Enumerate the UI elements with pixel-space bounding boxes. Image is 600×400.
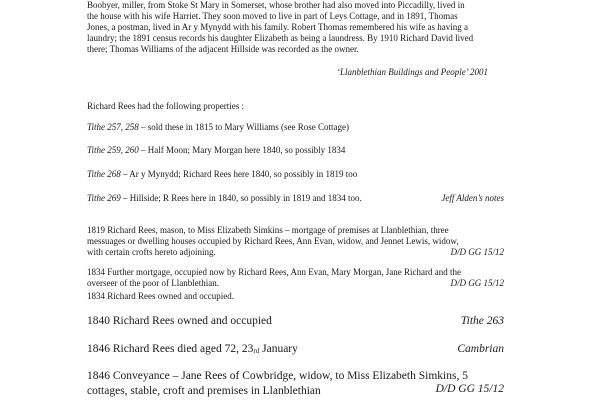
tithe-text: – Hillside; R Rees here in 1840, so possibly in 1819 and 1834 too. <box>120 193 362 203</box>
entry-1834-mortgage <box>87 267 507 289</box>
tithe-ref: Tithe 268 <box>87 169 121 179</box>
intro-line: Boobyer, miller, from Stoke St Mary in Somerset, whose brother had also moved into Piccadilly, lived in <box>87 0 465 10</box>
tithe-line <box>87 193 362 203</box>
properties-heading: Richard Rees had the following properties : <box>87 101 244 111</box>
tithe-ref: Tithe 259, 260 <box>87 145 139 155</box>
entry-line: cottages, stable, croft and premises in Llanblethian <box>87 385 321 397</box>
intro-source-citation: ‘Llanblethian Buildings and People’ 2001 <box>337 67 488 77</box>
entry-line: overseer of the poor of Llanblethian. <box>87 278 219 288</box>
newspaper-ref: Cambrian <box>457 343 504 355</box>
ordinal-suffix: rd <box>253 347 260 355</box>
archive-ref: D/D GG 15/12 <box>435 383 504 395</box>
entry-1846-conveyance <box>87 369 468 399</box>
entry-1846-death <box>87 343 298 355</box>
tithe-ref: Tithe 257, 258 <box>87 122 139 132</box>
tithes-source-citation: Jeff Alden’s notes <box>441 193 504 203</box>
tithe-ref-right: Tithe 263 <box>460 315 504 327</box>
intro-line: laundry; the 1891 census records his daughter Elizabeth as being a laundress. By 1910 Richard David lived <box>87 33 474 43</box>
entry-line: with certain crofts hereto adjoining. <box>87 247 216 257</box>
tithe-text: – Half Moon; Mary Morgan here 1840, so possibly 1834 <box>138 145 346 155</box>
tithe-line <box>87 145 345 155</box>
tithe-ref: Tithe 269 <box>87 193 121 203</box>
tithe-line <box>87 169 357 179</box>
archive-ref: D/D GG 15/12 <box>450 247 504 257</box>
entry-1819 <box>87 225 507 258</box>
archive-ref: D/D GG 15/12 <box>450 278 504 288</box>
tithe-line <box>87 122 349 132</box>
intro-line: there; Thomas Williams of the adjacent Hillside was recorded as the owner. <box>87 44 359 54</box>
entry-1834-owned: 1834 Richard Rees owned and occupied. <box>87 291 234 301</box>
intro-paragraph <box>87 0 507 55</box>
tithe-text: – sold these in 1815 to Mary Williams (see Rose Cottage) <box>138 122 349 132</box>
entry-1840: 1840 Richard Rees owned and occupied <box>87 315 272 327</box>
entry-line: messuages or dwelling houses occupied by Richard Rees, Ann Evan, widow, and Jennet Lewis, widow, <box>87 236 459 246</box>
intro-line: Jones, a postman, lived in Ar y Mynydd with his family. Robert Thomas remembered his wife as having a <box>87 22 468 32</box>
intro-line: the house with his wife Harriet. They soon moved to live in part of Leys Cottage, and in 1891, Thomas <box>87 11 458 21</box>
entry-text: January <box>259 343 298 355</box>
entry-line: 1846 Conveyance – Jane Rees of Cowbridge, widow, to Miss Elizabeth Simkins, 5 <box>87 370 468 382</box>
entry-line: 1834 Further mortgage, occupied now by Richard Rees, Ann Evan, Mary Morgan, Jane Richard and the <box>87 267 461 277</box>
entry-text: 1846 Richard Rees died aged 72, 23 <box>87 343 254 355</box>
entry-line: 1819 Richard Rees, mason, to Miss Elizabeth Simkins – mortgage of premises at Llanblethian, three <box>87 225 449 235</box>
tithe-text: – Ar y Mynydd; Richard Rees here 1840, so possibly in 1819 too <box>120 169 358 179</box>
